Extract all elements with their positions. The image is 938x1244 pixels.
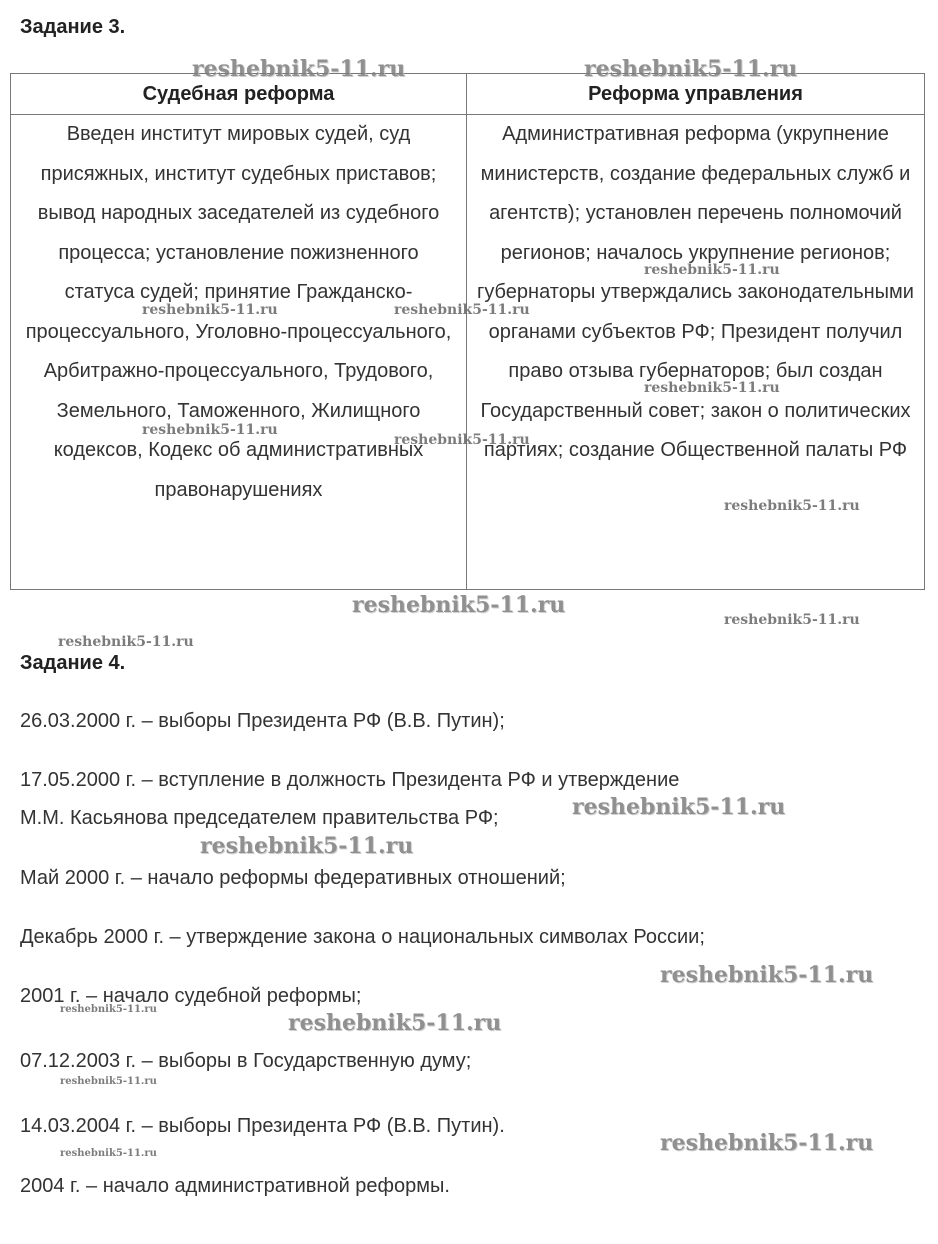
watermark: reshebnik5-11.ru	[644, 380, 780, 396]
watermark: reshebnik5-11.ru	[394, 302, 530, 318]
task4-heading: Задание 4.	[20, 652, 126, 674]
timeline-event: 26.03.2000 г. – выборы Президента РФ (В.В. Путин);	[20, 710, 505, 732]
watermark: reshebnik5-11.ru	[142, 302, 278, 318]
administrative-reform-cell	[467, 115, 925, 590]
watermark: reshebnik5-11.ru	[584, 56, 798, 82]
watermark: reshebnik5-11.ru	[60, 1004, 157, 1015]
column-header-judicial: Судебная реформа	[11, 74, 467, 115]
timeline-event-continuation: М.М. Касьянова председателем правительства РФ;	[20, 807, 499, 829]
watermark: reshebnik5-11.ru	[200, 833, 414, 859]
judicial-reform-text: Введен институт мировых судей, суд присяжных, институт судебных приставов; вывод народных заседателей из судебного процесса; установление пожизненного статуса судей; принятие Гражданско-процессуального, Уголовно-процессуального, Арбитражно-процессуального, Трудового, Земельного, Таможенного, Жилищного кодексов, Кодекс об административных правонарушениях	[25, 123, 452, 501]
watermark: reshebnik5-11.ru	[724, 498, 860, 514]
watermark: reshebnik5-11.ru	[192, 56, 406, 82]
timeline-event: Декабрь 2000 г. – утверждение закона о национальных символах России;	[20, 926, 705, 948]
watermark: reshebnik5-11.ru	[660, 1130, 874, 1156]
watermark: reshebnik5-11.ru	[644, 262, 780, 278]
table-header-row	[11, 74, 925, 115]
timeline-event: 14.03.2004 г. – выборы Президента РФ (В.В. Путин).	[20, 1115, 505, 1137]
watermark: reshebnik5-11.ru	[572, 794, 786, 820]
watermark: reshebnik5-11.ru	[660, 962, 874, 988]
watermark: reshebnik5-11.ru	[288, 1010, 502, 1036]
timeline-event: 2004 г. – начало административной реформы.	[20, 1175, 450, 1197]
watermark: reshebnik5-11.ru	[724, 612, 860, 628]
timeline-event: 2001 г. – начало судебной реформы;	[20, 985, 362, 1007]
task3-heading: Задание 3.	[20, 16, 126, 38]
watermark: reshebnik5-11.ru	[142, 422, 278, 438]
watermark: reshebnik5-11.ru	[60, 1148, 157, 1159]
watermark: reshebnik5-11.ru	[58, 634, 194, 650]
watermark: reshebnik5-11.ru	[394, 432, 530, 448]
reform-table	[10, 73, 925, 590]
watermark: reshebnik5-11.ru	[352, 592, 566, 618]
timeline-event: Май 2000 г. – начало реформы федеративных отношений;	[20, 867, 566, 889]
judicial-reform-cell	[11, 115, 467, 590]
table-row	[11, 115, 925, 590]
column-header-administrative: Реформа управления	[467, 74, 925, 115]
timeline-event: 17.05.2000 г. – вступление в должность Президента РФ и утверждение	[20, 769, 680, 791]
administrative-reform-text: Административная реформа (укрупнение министерств, создание федеральных служб и агентств); установлен перечень полномочий регионов; началось укрупнение регионов; губернаторы утверждались законодательными органами субъектов РФ; Президент получил право отзыва губернаторов; был создан Государственный совет; закон о политических партиях; создание Общественной палаты РФ	[477, 123, 914, 461]
timeline-event: 07.12.2003 г. – выборы в Государственную думу;	[20, 1050, 472, 1072]
watermark: reshebnik5-11.ru	[60, 1076, 157, 1087]
